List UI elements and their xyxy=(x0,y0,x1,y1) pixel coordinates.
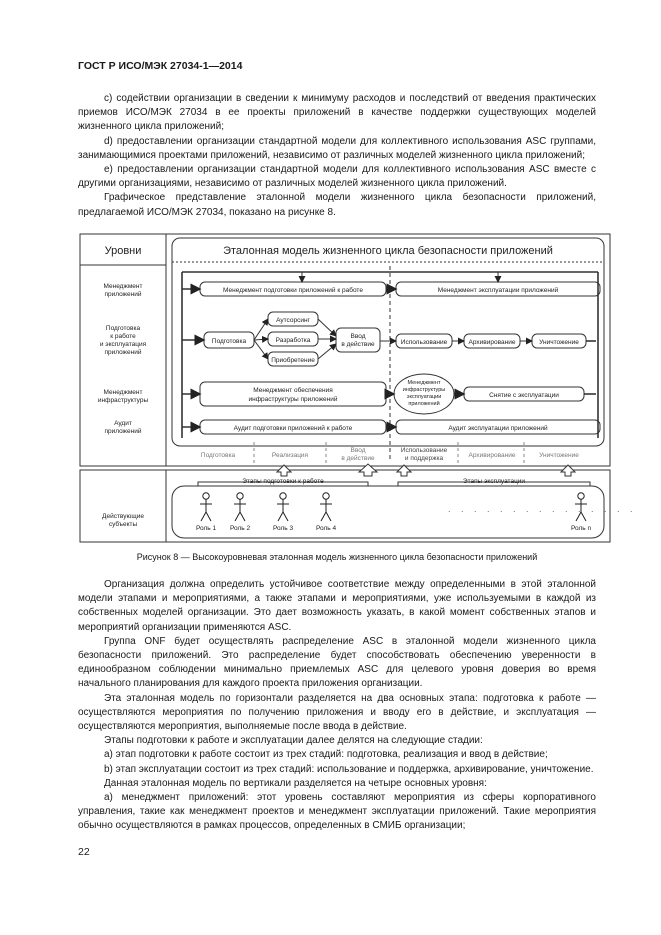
role-label: Роль 3 xyxy=(272,525,294,532)
figure-8 xyxy=(78,232,637,546)
phase-ops-label: Этапы эксплуатации xyxy=(462,478,526,485)
infra-apps-label: приложений xyxy=(408,401,440,407)
top-text-block xyxy=(78,92,596,220)
stage-label: Реализация xyxy=(271,452,309,459)
page-number: 22 xyxy=(78,846,90,858)
audit-ops-label: Аудит эксплуатации приложений xyxy=(448,425,548,432)
model-title: Эталонная модель жизненного цикла безопасности приложений xyxy=(223,245,553,257)
role-label: Роль 1 xyxy=(195,525,217,532)
infra-apps-label: инфраструктуры xyxy=(402,387,446,393)
actors-label: субъекты xyxy=(108,521,138,528)
level-label: Менеджмент xyxy=(103,283,143,290)
paragraph: Данная эталонная модель по вертикали разделяется на четыре основных уровня: xyxy=(104,777,487,789)
archive-label: Архивирование xyxy=(468,339,516,346)
development-label: Разработка xyxy=(275,337,311,344)
level-label: Аудит xyxy=(114,420,132,427)
level-label: и эксплуатация xyxy=(99,341,147,348)
preparation-label: Подготовка xyxy=(211,338,247,345)
audit-prep-label: Аудит подготовки приложений к работе xyxy=(233,425,353,432)
infra-apps-label: Менеджмент xyxy=(407,380,441,386)
phase-prep-label: Этапы подготовки к работе xyxy=(242,478,324,485)
role-label: Роль 4 xyxy=(315,525,337,532)
paragraph: d) предоставлении организации стандартной модели для коллективного использования ASC группами, занимающимися проектами приложений, независимо от различных моделей жизненного цикла приложений; xyxy=(78,135,596,161)
level-label: приложений xyxy=(104,291,142,298)
destroy-label: Уничтожение xyxy=(539,339,579,346)
actor-figure xyxy=(200,493,212,521)
infra-support-label: Менеджмент обеспечения xyxy=(253,387,333,394)
svg-text:. . . . . . . . . . . . . . .: . . . . . . . . . . . . . . . xyxy=(448,504,637,514)
document-header: ГОСТ Р ИСО/МЭК 27034-1—2014 xyxy=(78,60,243,72)
stage-label: Подготовка xyxy=(200,452,236,459)
paragraph: a) менеджмент приложений: этот уровень составляют мероприятия из сферы корпоративного управления, такие как менеджмент проектов и менеджмент эксплуатации приложений. Такие мероприятия обычно осуществляются в рамках процессов, определенных в СМИБ организации; xyxy=(78,792,596,832)
paragraph: a) этап подготовки к работе состоит из трех стадий: подготовка, реализация и ввод в действие; xyxy=(104,749,548,761)
use-label: Использование xyxy=(400,339,448,346)
paragraph: Графическое представление эталонной модели жизненного цикла безопасности приложений, предлагаемой ИСО/МЭК 27034, показано на рисунке 8. xyxy=(78,192,596,218)
paragraph: b) этап эксплуатации состоит из трех стадий: использование и поддержка, архивирование, уничтожение. xyxy=(104,763,594,775)
levels-title: Уровни xyxy=(104,245,142,257)
stage-label: и поддержка xyxy=(404,455,444,462)
role-label: Роль 2 xyxy=(229,525,251,532)
acquisition-label: Приобретение xyxy=(271,357,315,364)
decommission-label: Снятие с эксплуатации xyxy=(489,392,559,399)
bottom-text-block xyxy=(78,578,596,834)
paragraph: Группа ONF будет осуществлять распределение ASC в эталонной модели жизненного цикла безопасности приложений. Это распределение будет способствовать обеспечению уверенности в единообразном соблюдении минимально приемлемых ASC для целевого уровня доверия во время начального планирования для каждого проекта приложения организации. xyxy=(78,635,596,690)
role-label: Роль n xyxy=(570,525,592,532)
stage-label: Уничтожение xyxy=(539,452,579,459)
level-label: Менеджмент xyxy=(103,389,143,396)
stage-label: Архивирование xyxy=(468,452,516,459)
stage-label: Использование xyxy=(400,447,448,454)
paragraph: Эта эталонная модель по горизонтали разделяется на два основных этапа: подготовка к работе — осуществляются мероприятия по получению приложения и вводу его в действие, и эксплуатация — осуществляются мероприятия, выполняемые после ввода в действие. xyxy=(78,692,596,733)
stage-label: в действие xyxy=(341,455,375,462)
level-label: приложений xyxy=(104,349,142,356)
level-label: инфраструктуры xyxy=(97,397,149,404)
infra-apps-label: эксплуатации xyxy=(406,394,442,400)
deploy-label: в действие xyxy=(341,341,375,348)
figure-caption: Рисунок 8 — Высокоуровневая эталонная модель жизненного цикла безопасности приложений xyxy=(136,552,538,562)
level-label: приложений xyxy=(104,428,142,435)
actor-figure xyxy=(234,493,246,521)
ops-mgmt-label: Менеджмент эксплуатации приложений xyxy=(437,287,559,294)
actor-figure xyxy=(320,493,332,521)
paragraph: e) предоставлении организации стандартной модели для коллективного использования ASC вместе с другими организациями, независимо от различных моделей жизненного цикла приложений. xyxy=(78,164,596,190)
actors-label: Действующие xyxy=(102,513,144,520)
deploy-box xyxy=(336,328,380,352)
outsourcing-label: Аутсорсинг xyxy=(276,317,310,324)
prep-mgmt-label: Менеджмент подготовки приложений к работе xyxy=(223,287,363,294)
paragraph: Этапы подготовки к работе и эксплуатации далее делятся на следующие стадии: xyxy=(104,735,483,747)
paragraph: c) содействии организации в сведении к минимуму расходов и последствий от введения практических приемов ИСО/МЭК 27034 в ее проекты приложений в качестве поддержки существующих моделей жизненного цикла приложений; xyxy=(78,93,596,133)
stage-label: Ввод xyxy=(350,447,366,454)
level-label: к работе xyxy=(110,333,136,340)
level-label: Подготовка xyxy=(105,325,141,332)
infra-support-label: инфраструктуры приложений xyxy=(248,396,338,403)
deploy-label: Ввод xyxy=(350,333,366,340)
actor-figure xyxy=(277,493,289,521)
paragraph: Организация должна определить устойчивое соответствие между определенными в этой эталонной модели этапами и мероприятиями, а также этапами и мероприятиями, уже используемыми в каждой из собственных моделей организации. Это дает возможность указать, в какой момент собственных этапов и мероприятий организации применяются ASC. xyxy=(78,579,596,633)
